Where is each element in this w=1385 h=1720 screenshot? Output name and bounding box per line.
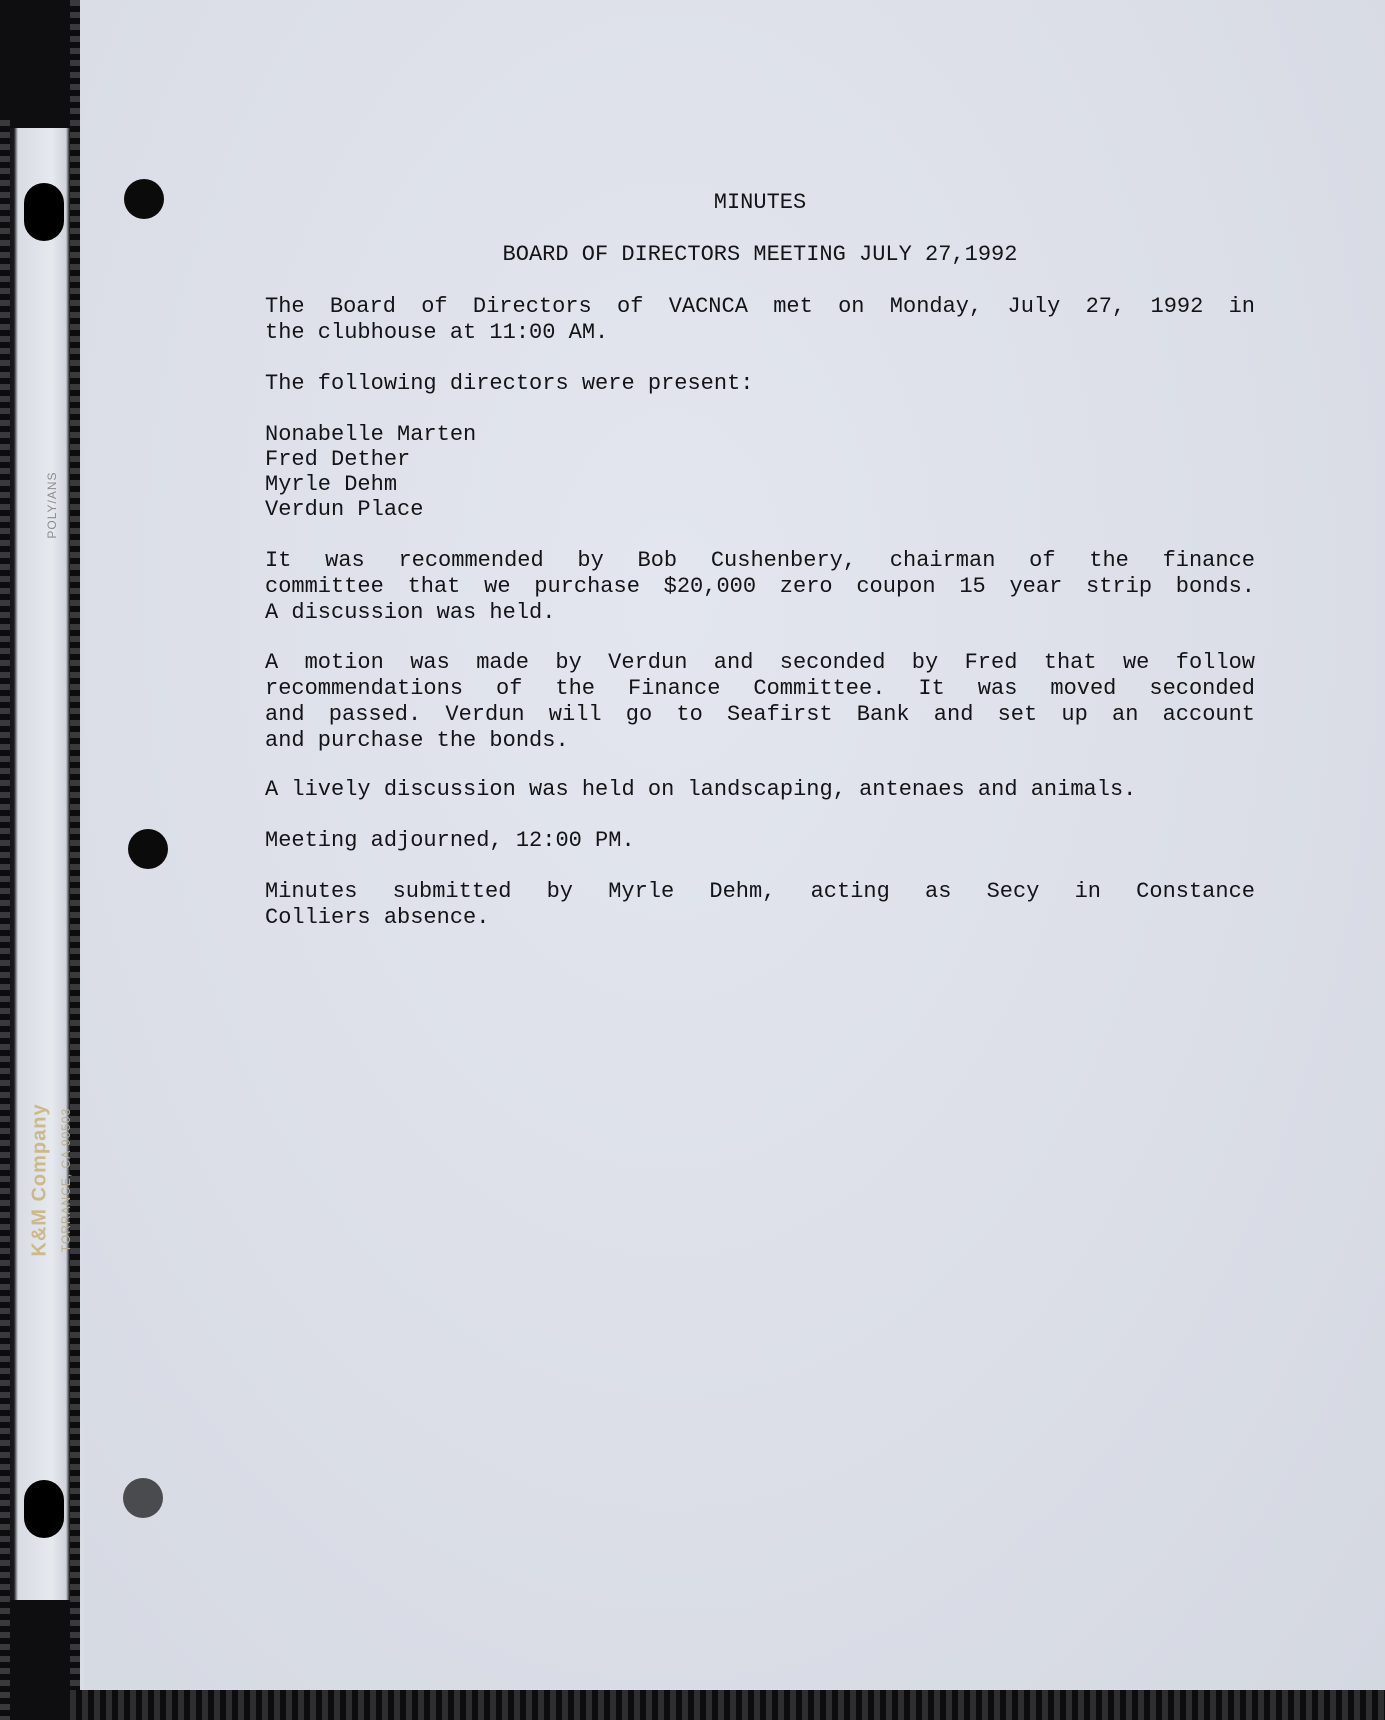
punch-hole-top [124, 179, 164, 219]
recommendation-line: It was recommended by Bob Cushenbery, chairman of the finance [265, 548, 1255, 573]
adjourned-paragraph: Meeting adjourned, 12:00 PM. [265, 828, 635, 853]
submitted-line: Minutes submitted by Myrle Dehm, acting as Secy in Constance [265, 879, 1255, 904]
sleeve-bottom-band [0, 1600, 70, 1720]
punch-hole-bottom [123, 1478, 163, 1518]
recommendation-paragraph [265, 548, 1255, 626]
sleeve-top-band [0, 0, 70, 128]
sleeve-perforation-right [70, 0, 80, 1720]
intro-line: the clubhouse at 11:00 AM. [265, 320, 609, 345]
sleeve-slot-bottom [24, 1480, 64, 1538]
submitted-paragraph [265, 879, 1255, 931]
document-subtitle: BOARD OF DIRECTORS MEETING JULY 27,1992 [502, 242, 1018, 267]
sleeve-brand-location: TORRANCE, CA 90503 [59, 1107, 73, 1253]
director-name: Nonabelle Marten [265, 422, 477, 447]
sleeve-bottom-edge [70, 1690, 1385, 1720]
motion-line: and passed. Verdun will go to Seafirst Bank and set up an account [265, 702, 1255, 727]
punch-hole-middle [128, 829, 168, 869]
intro-line: The Board of Directors of VACNCA met on Monday, July 27, 1992 in [265, 294, 1255, 319]
motion-line: recommendations of the Finance Committee. It was moved seconded [265, 676, 1255, 701]
recommendation-line: committee that we purchase $20,000 zero coupon 15 year strip bonds. [265, 574, 1255, 599]
director-name: Fred Dether [265, 447, 411, 472]
submitted-line: Colliers absence. [265, 905, 490, 930]
sleeve-brand-label: K&M Company [28, 1103, 51, 1257]
sleeve-perforation-left [0, 120, 10, 1720]
motion-paragraph [265, 650, 1255, 754]
directors-list [265, 422, 476, 522]
director-name: Myrle Dehm [265, 472, 398, 497]
sleeve-margin-mark: POLY/ANS [45, 471, 59, 539]
binder-sleeve-strip [0, 0, 80, 1720]
intro-paragraph [265, 294, 1255, 346]
sleeve-slot-top [24, 183, 64, 241]
recommendation-line: A discussion was held. [265, 600, 556, 625]
director-name: Verdun Place [265, 497, 424, 522]
discussion-paragraph: A lively discussion was held on landscaping, antenaes and animals. [265, 777, 1137, 802]
document-title: MINUTES [713, 190, 807, 215]
directors-heading: The following directors were present: [265, 371, 754, 396]
motion-line: A motion was made by Verdun and seconded by Fred that we follow [265, 650, 1255, 675]
motion-line: and purchase the bonds. [265, 728, 569, 753]
